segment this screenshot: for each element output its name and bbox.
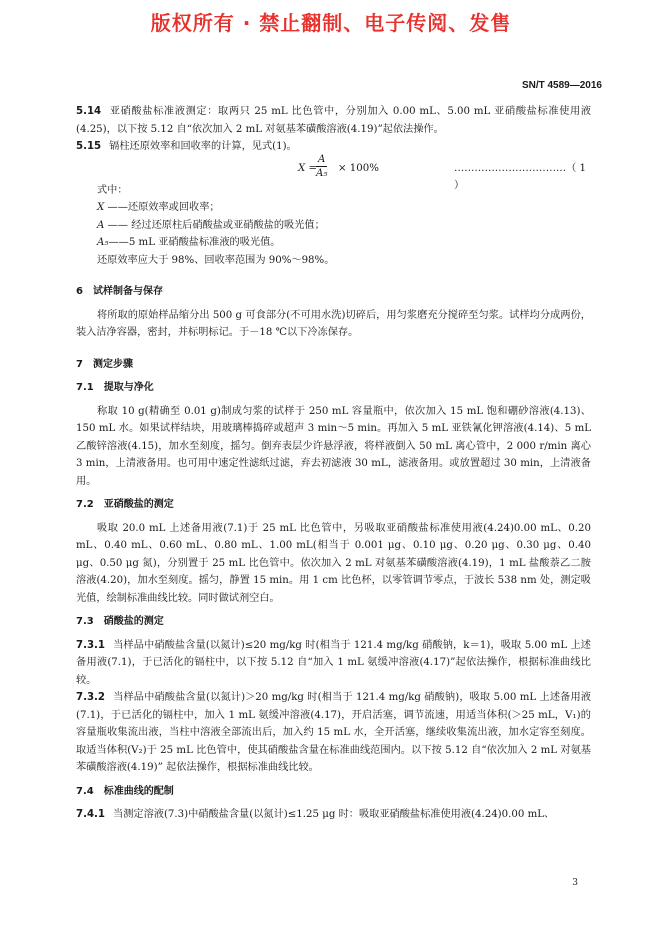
formula-lhs: X = [298, 162, 318, 174]
formula-fraction [316, 153, 327, 180]
section-title: 硝酸盐的测定 [103, 616, 164, 627]
section-7-heading [76, 356, 591, 374]
section-number: 6 [76, 286, 83, 297]
equation-number: ……………………………（ 1 ） [454, 162, 586, 191]
section-title: 测定步骤 [92, 358, 133, 370]
section-7-2-text: 吸取 20.0 mL 上述备用液(7.1)于 25 mL 比色管中，另吸取亚硝酸盐标准使用液(4.24)0.00 mL、0.20 mL、0.40 mL、0.60 mL、0.80 mL、1.00 mL(相当于 0.001 μg、0.10 μg、0.20 μg、0.30 μg、0.40 μg、0.50 μg 氮)，分别置于 25 mL 比色管中。依次加入 2 mL 对氨基苯磺酸溶液(4.19)，1 mL 盐酸萘乙二胺溶液(4.20)，加水至刻度。摇匀，静置 15 min。用 1 cm 比色杯，以零管调节零点，于波长 538 nm 处，测定吸光值，绘制标准曲线比较。同时做试剂空白。 [76, 522, 591, 604]
section-title: 标准曲线的配制 [103, 785, 174, 797]
clause-number: 5.15 [76, 141, 102, 152]
clause-7-3-2 [76, 689, 591, 777]
clause-5-15 [76, 138, 591, 156]
clause-text: 当测定溶液(7.3)中硝酸盐含量(以氮计)≤1.25 μg 时：吸取亚硝酸盐标准使用液(4.24)0.00 mL、 [113, 809, 555, 820]
clause-number: 7.4.1 [76, 809, 106, 820]
definition-a [76, 217, 591, 235]
section-7-1-heading [76, 379, 591, 397]
clause-text: 镉柱还原效率和回收率的计算，见式(1)。 [109, 141, 297, 152]
formula-denominator: A₅ [316, 167, 328, 179]
clause-text: 当样品中硝酸盐含量(以氮计)＞20 mg/kg 时(相当于 121.4 mg/kg 硝酸钠)，吸取 5.00 mL 上述备用液(7.1)，于已活化的镉柱中，加入 1 mL 氨缓冲溶液(4.17)，开启活塞，调节流速，用适当体积(＞25 mL，V₁)的容量瓶收集流出液，当柱中溶液全部流出后，加入约 15 mL 水，全开活塞，继续收集流出液，加水定容至刻度。取适当体积(V₂)于 25 mL 比色管中，使其硝酸盐含量在标准曲线范围内。以下按 5.12 自“依次加入 2 mL 对氨基苯磺酸溶液(4.19)” 起依法操作，根据标准曲线比较。 [76, 692, 591, 773]
definition-text: ——还原效率或回收率； [104, 202, 220, 213]
section-6-text: 将所取的原始样品缩分出 500 g 可食部分(不可用水洗)切碎后，用匀浆磨充分搅碎至匀浆。试样均分成两份，装入洁净容器，密封，并标明标记。于－18 ℃以下冷冻保存。 [76, 309, 591, 338]
standard-number: SN/T 4589—2016 [521, 80, 602, 91]
definition-symbol: A [97, 219, 105, 231]
copyright-banner: 版权所有 · 禁止翻制、电子传阅、发售 [150, 11, 512, 35]
section-title: 试样制备与保存 [92, 286, 163, 297]
clause-text: 亚硝酸盐标准液测定：取两只 25 mL 比色管中，分别加入 0.00 mL、5.00 mL 亚硝酸盐标准使用液(4.25)，以下按 5.12 自“依次加入 2 mL 对氨基苯磺酸溶液(4.19)”起依法操作。 [76, 106, 591, 135]
formula-numerator: A [316, 153, 327, 167]
section-number: 7 [76, 358, 83, 370]
document-body [76, 103, 591, 824]
clause-5-14 [76, 103, 591, 138]
section-number: 7.3 [76, 616, 94, 627]
section-7-2-heading [76, 496, 591, 514]
definition-text: —— 经过还原柱后硝酸盐或亚硝酸盐的吸光值； [104, 219, 325, 231]
section-6-heading [76, 283, 591, 301]
page-number: 3 [572, 878, 578, 888]
definitions-intro: 式中： [97, 184, 128, 196]
section-number: 7.2 [76, 499, 94, 510]
clause-7-3-1 [76, 637, 591, 690]
section-title: 提取与净化 [103, 382, 154, 393]
definition-symbol: X [97, 202, 105, 213]
definition-symbol: A₅ [97, 237, 109, 248]
clause-number: 7.3.2 [76, 692, 106, 703]
clause-7-4-1 [76, 806, 591, 824]
section-number: 7.1 [76, 382, 94, 393]
clause-number: 5.14 [76, 106, 102, 117]
clause-number: 7.3.1 [76, 639, 106, 651]
recovery-note: 还原效率应大于 98%、回收率范围为 90%～98%。 [97, 254, 335, 266]
definition-text: ——5 mL 亚硝酸盐标准液的吸光值。 [108, 237, 281, 248]
section-number: 7.4 [76, 785, 94, 797]
clause-text: 当样品中硝酸盐含量(以氮计)≤20 mg/kg 时(相当于 121.4 mg/kg 硝酸钠，k＝1)，吸取 5.00 mL 上述备用液(7.1)，于已活化的镉柱中，以下按 5.12 自“加入 1 mL 氨缓冲溶液(4.17)”起依法操作，根据标准曲线比较。 [76, 639, 591, 686]
section-7-4-heading [76, 783, 591, 801]
section-7-1-text: 称取 10 g(精确至 0.01 g)制成匀浆的试样于 250 mL 容量瓶中，依次加入 15 mL 饱和硼砂溶液(4.13)、150 mL 水。如果试样结块，用玻璃棒捣碎或超声 3 min～5 min。再加入 5 mL 亚铁氰化钾溶液(4.14)、5 mL 乙酸锌溶液(4.15)，加水至刻度，摇匀。倒弃表层少许悬浮液，将样液倒入 50 mL 离心管中，2 000 r/min 离心 3 min，上清液备用。也可用中速定性滤纸过滤，弃去初滤液 30 mL，滤液备用。或放置超过 30 min，上清液备用。 [76, 405, 591, 487]
section-title: 亚硝酸盐的测定 [103, 499, 174, 510]
definition-x [76, 199, 591, 217]
definition-a5 [76, 234, 591, 252]
section-7-3-heading [76, 613, 591, 631]
formula-multiplier: × 100% [338, 162, 379, 174]
